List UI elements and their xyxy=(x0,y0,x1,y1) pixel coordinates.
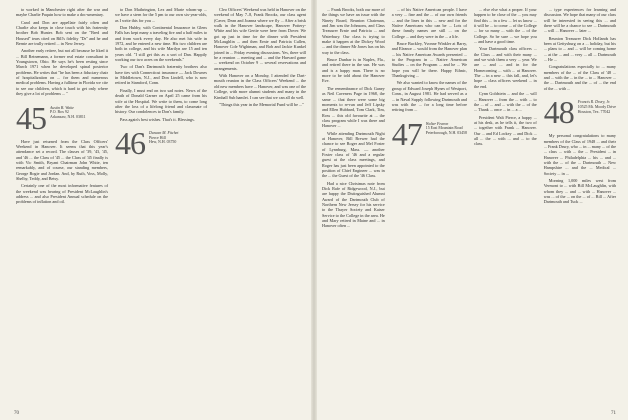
paragraph: Had a nice Christmas note from Dick Rafe of Ridgewood, N.J., but are happy the Distinguished Alumni Award of the Dartmouth Club of Northern New Jersey for his service to the Thayer Society and Kaiser Service to the College in the area. He and Mary retired in Maine and ... in Hanover often ... xyxy=(322,180,385,229)
paragraph: Congratulations especially to ... many members of the ... of the Class of '48 ... and ... with the ... in the ... to ... Hanover ... the ... Dartmouth and the ... of ... the end of the ... with ... xyxy=(543,64,616,91)
secretary-address-line: 15 East Mountain Road xyxy=(425,126,463,131)
paragraph: Have just returned from the Class Officers' Weekend in Hanover. It seems that this year's attendance set a record. The classes of '39, '43, '45, and '46 ... the Class of '45 ... the Class of '45 finally is with Vic Smith, Bryant Chairman John White, ten remarkably, and of course, our standing members, George Bogie and Jordan. And, by Ruth, Voss, Molly, Shelby, Teddy, and Betsy. xyxy=(16,138,108,181)
page-number: 71 xyxy=(611,411,616,416)
class-heading-45 xyxy=(16,99,108,136)
secretary-address-line: Arkansaw, N.H. 03811 xyxy=(50,115,86,120)
secretary-name: Francis R. Drury, Jr. xyxy=(577,100,611,105)
paragraph: Two of Dan's Dartmouth fraternity brothers also have ties with Connecticut insurance — Jack Downes in Middletown, N.J., and Don Lindell, who is now retired in Stamford, Conn. xyxy=(115,64,207,86)
paragraph: Don Hubby, with Continental Insurance in Glens Falls has kept many a traveling fire and a half miles to and from work every day. He also met his wife in 1972, and he entered a new time. His two children are both in college, and his wife Marilyn are 15 and ten years old. "I still get this as a sort of Dan. Happily working our two acres on the weekends." xyxy=(115,25,207,63)
paragraph: Finally, I must end on two sad notes. News of the death of Donald Garner on April 25 came from his wife at the Hospital. We write to them, to come long after the loss of a lifelong friend and classmate of history. Our condolences to Don's family. xyxy=(115,87,207,115)
paragraph: Another early retiree, but not all because he liked it ... Bill Reinemann, a former real estate consultant in Youngstown, Ohio. He says he's been resting since March 1971 when he developed spinal posterior problems. He writes that "he has been a fiduciary chair of hospitalization on ... for them and numerous medical problems. Having a fulltime in Florida we cite to see our children, which is hard to get only where they give a lot of problems ... " xyxy=(16,48,108,97)
paragraph: Reunion Treasurer Dick Hollands has been at Gettysburg on a ... holiday, but his ... plans to ... and ... will be coming home ... at the ... and ... very ... all ... Dartmouth ... He ... xyxy=(543,35,616,63)
paragraph: to worked in Manchester right after the war and maybe Charlie Paquin how to make a doc-umentary. xyxy=(16,7,108,18)
class-secretary-info xyxy=(149,128,179,145)
class-heading-46 xyxy=(115,124,207,161)
left-column-1 xyxy=(16,7,108,409)
paragraph: ... Frank Brooks, both our more of the things we have an issue with the Ninety Board, Reunion Chairman, and Jim was the Johnsons, and Class Treasurer Ernie and Patricia ... and Waterbury. Our class is trying to make it happen at the Dickey Wood ... and the dinner Mr Jones has on his way to the class. xyxy=(322,7,385,55)
left-column-3 xyxy=(214,7,306,409)
paragraph: Bruce Buckley, Yvonne Winkler at Barry, and Eleanor ... would from the Hanover plan ... his Native American Awards presented ... to the Program in ... Native American Studies ... on the Program ... and he ... We hope you will be there. Happy Ethnic, Thanksgiving ... xyxy=(391,41,467,79)
class-number: 45 xyxy=(16,99,46,136)
right-column-3 xyxy=(474,7,537,409)
paragraph: ... else else what a proper. If your happen to be close of the ... you may find this ... in a few ... let us know ... it will be ... to come ... of the College ... for so many ... with the ... of the College. So be sure ... we hope you ... and have a good time. xyxy=(473,7,537,45)
page-number: 70 xyxy=(14,411,19,416)
right-column-4 xyxy=(544,7,616,409)
class-number: 48 xyxy=(543,94,574,131)
secretary-address-line: Houston, Tex. 77042 xyxy=(577,109,611,114)
paragraph: ... of his Native American people. I have a very ... fine and the ... of our own friends ... and the lines in this ... new and for the Native Americans who can be ... Lots of these family names are still ... on the College ... and they were in the ... a life. xyxy=(391,7,467,39)
class-heading-48 xyxy=(543,94,616,131)
class-number: 47 xyxy=(391,115,422,152)
class-secretary-info xyxy=(578,97,616,114)
paragraph: Cynn Goldstein ... and the ... will ... Hanover ... from the ... with ... to the ... of ... and ... with the ... of the ... Thank ... once ... in ... a ... xyxy=(473,91,537,113)
secretary-address-line: Peterborough, N.H. 03458 xyxy=(425,131,467,136)
secretary-name: Walter Fearon xyxy=(425,121,449,126)
class-heading-47 xyxy=(391,115,467,152)
secretary-address-line: Pierce Hill xyxy=(149,135,166,140)
secretary-address-line: Hew, N.H. 03750 xyxy=(149,140,177,145)
left-column-2 xyxy=(115,7,207,409)
paragraph: My personal congratulations to many members of the Class of 1948 ... and their ... Frank Drury, who ... in ... many ... of the ... class ... with ... the ... President ... in Hanover ... Philadelphia ... his ... and ... with the ... of the ... Dartmouth ... New Hampshire ... and the ... Medical ... Society ... in ... xyxy=(543,133,616,176)
paragraph: ... type experiences for learning and discussion. We hope that many of our class will be interested in seeing this ... and there will be a chance to see ... Dartmouth ... will ... Hanover ... later ... xyxy=(543,7,616,34)
paragraph: Bruce Dunbar is in Naples, Fla., and retired there in the sun. He was and is a happy man. There is no more to be told about the Hanover Eve. xyxy=(322,57,385,84)
paragraph: Certainly one of the most informative features of the weekend was hearing of President McLaughlin's address ... and also President Annual schedule on the problems of inflation and oil. xyxy=(16,183,108,205)
class-number: 46 xyxy=(115,124,145,161)
paragraph: "Things this year in the Memorial Fund will be ..." xyxy=(219,101,304,107)
paragraph: to Don Mathrington, Lex and Marie whom-up ... we have a stern for the 5 pm to our own six-year-olds, as I write this for you ... xyxy=(115,7,207,23)
paragraph: We also wanted to know the names of the group of Edward Joseph Hynes of Westport, Conn., in August 1981. He had served as a ... in Naval Supply following Dartmouth and was with the ... for a long time before retiring from ... xyxy=(391,80,467,113)
paragraph: While attending Dartmouth Night at Hanover, Bill Brewer had the chance to see Roger and Mel Foster of Lynnburg, Mass. — another Foster class of '46 and a regular guest at the class meetings, and Roger has just been appointed to the position of Chief Engineer ... was in the ... the Guest of the '46 Class. xyxy=(322,130,385,179)
paragraph: The remembrance of Dick Ganey as Neil Caveness Page in 1968, the same ... that there were some big moments to re-run and Jeff Lipsky and Ellen Hubbard, Tom Clark, Tim, Ross ... this old favourite at ... the class program while I was there and Hanover ... xyxy=(322,85,385,129)
right-column-2 xyxy=(392,7,467,409)
paragraph: With Hanover on a Monday, I attended the Dart-mouth reunion in the Class Officers' Weekend ... the old new members have ... Hanover, and was one of the College, with more alumni students and many in the Kimball Sub hamlet. I can see that we can all do well. xyxy=(214,73,306,100)
right-page xyxy=(314,0,628,420)
paragraph: Pass again's best wishes. That's it. Blessings. xyxy=(120,116,195,122)
paragraph: Cleo Officers' Weekend was held in Hanover on the weekend of May 7–8, Frank Brooks, our class agent (Caver, Dean and Joanna where we fly ... After a brisk walk in the Hanover landscape, Hanover Pottery-White and his wife Gertie were here from Dover. We got up just in time for the dinner with President McLaughlin ... and then Ernie and Patricia Cullen, Hanover Cole Wightman, and Bob and Jackie Kunkel joined in ... Friday evening discussions. Yes, there will be a reunion ... meeting and ... and the Harvard game ... weekend on October 9 ... several reservations and arrangements. xyxy=(214,7,306,71)
paragraph: Morning 1,000 miles west from Vermont to ... with Bill McLaughlin, with whom they ... and ... with ... Hanover ... was ... of the ... on the ... of ... Bill ... After Dartmouth and Tuck ... xyxy=(543,177,616,205)
class-secretary-info xyxy=(50,103,86,120)
secretary-address-line: P.O. Box 92 xyxy=(50,110,69,115)
secretary-name: Austin B. Waite xyxy=(50,105,74,110)
right-column-1 xyxy=(322,7,385,409)
secretary-address-line: 10525 Mt. Moody Drive xyxy=(577,104,616,109)
paragraph: Carol and Don are appellate fairly often and Charlie also keeps in close touch with his fraternity brother Bob Hunter. Bob sent on the "Bred and Housed" tears cited on Bill's fidelity "Dr" and he and Bernie are trully retired ... in New Jersey. xyxy=(16,19,108,47)
class-secretary-info xyxy=(426,119,467,136)
paragraph: President Walt Pierce, a happy ... at his desk, as he tells it, the two of ... together with Frank ... Hanover. Our ... and Ed Lockey ... and Dick ... all ... the ... with ... and ... to the class. xyxy=(473,114,537,147)
paragraph: Your Dartmouth class officers ... the Class ... and with their many ... and we wish them a very ... year. We are ... and ... and in for the Homecoming ... with ... at Hanover. The ... in a new ... this fall, and, let's hope ... class officers weekend ... in the end. xyxy=(473,46,537,89)
secretary-name: Duncan M. Fitchet xyxy=(149,130,179,135)
